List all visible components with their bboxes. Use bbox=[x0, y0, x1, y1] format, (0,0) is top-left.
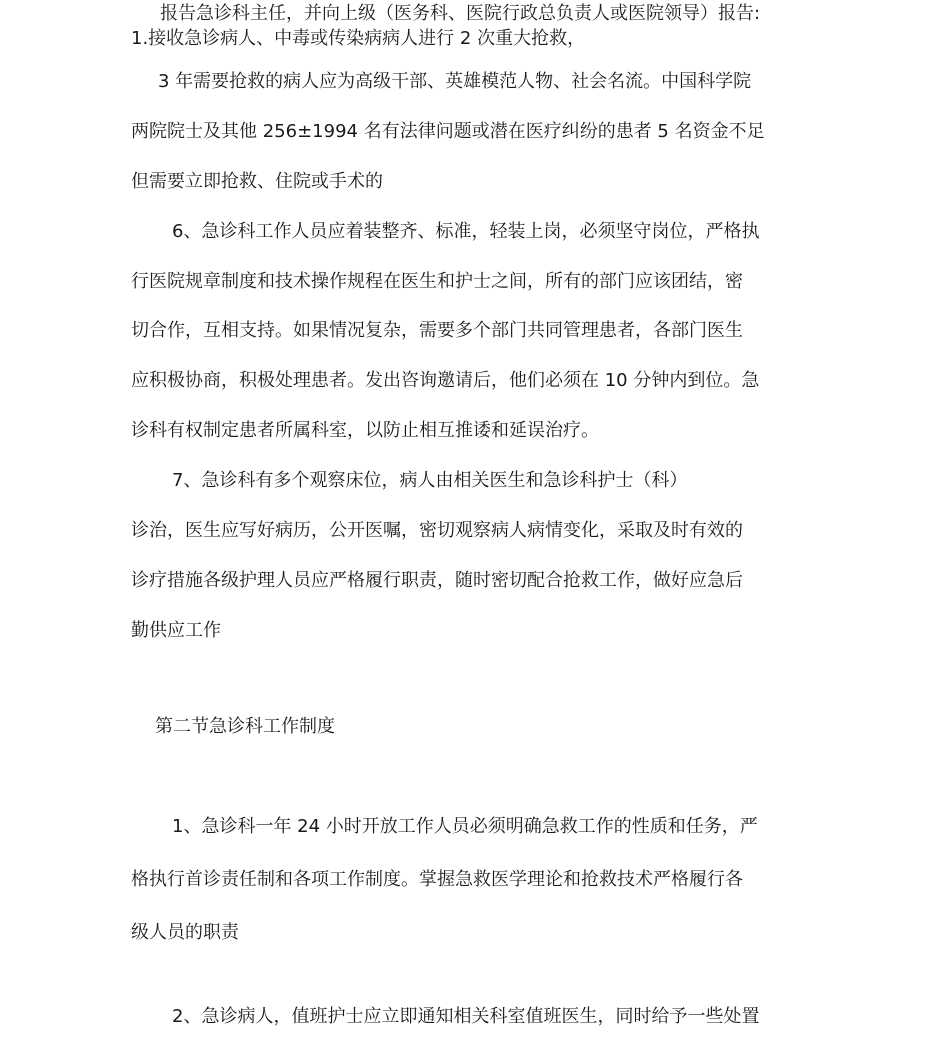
text-line: 应积极协商，积极处理患者。发出咨询邀请后，他们必须在 10 分钟内到位。急 bbox=[131, 370, 760, 391]
text-line: 3 年需要抢救的病人应为高级干部、英雄模范人物、社会名流。中国科学院 bbox=[158, 71, 752, 92]
text-line: 1、急诊科一年 24 小时开放工作人员必须明确急救工作的性质和任务，严 bbox=[172, 816, 758, 837]
text-line: 勤供应工作 bbox=[131, 620, 221, 641]
text-line: 报告急诊科主任，并向上级（医务科、医院行政总负责人或医院领导）报告: bbox=[160, 3, 761, 24]
text-line: 格执行首诊责任制和各项工作制度。掌握急救医学理论和抢救技术严格履行各 bbox=[131, 869, 743, 890]
text-line: 诊治，医生应写好病历，公开医嘱，密切观察病人病情变化，采取及时有效的 bbox=[131, 520, 743, 541]
text-line: 2、急诊病人，值班护士应立即通知相关科室值班医生，同时给予一些处置 bbox=[172, 1006, 760, 1027]
text-line: 但需要立即抢救、住院或手术的 bbox=[131, 171, 383, 192]
text-line: 6、急诊科工作人员应着装整齐、标准，轻装上岗，必须坚守岗位，严格执 bbox=[172, 221, 760, 242]
text-line: 切合作，互相支持。如果情况复杂，需要多个部门共同管理患者，各部门医生 bbox=[131, 320, 743, 341]
text-line: 7、急诊科有多个观察床位，病人由相关医生和急诊科护士（科） bbox=[172, 470, 688, 491]
text-line: 1.接收急诊病人、中毒或传染病病人进行 2 次重大抢救， bbox=[131, 28, 586, 49]
text-line: 行医院规章制度和技术操作规程在医生和护士之间，所有的部门应该团结，密 bbox=[131, 271, 743, 292]
text-line: 两院院士及其他 256±1994 名有法律问题或潜在医疗纠纷的患者 5 名资金不足 bbox=[131, 121, 765, 142]
text-line: 诊疗措施各级护理人员应严格履行职责，随时密切配合抢救工作，做好应急后 bbox=[131, 570, 743, 591]
text-line: 诊科有权制定患者所属科室，以防止相互推诿和延误治疗。 bbox=[131, 420, 599, 441]
text-line: 级人员的职责 bbox=[131, 922, 239, 943]
section-heading: 第二节急诊科工作制度 bbox=[155, 716, 335, 737]
